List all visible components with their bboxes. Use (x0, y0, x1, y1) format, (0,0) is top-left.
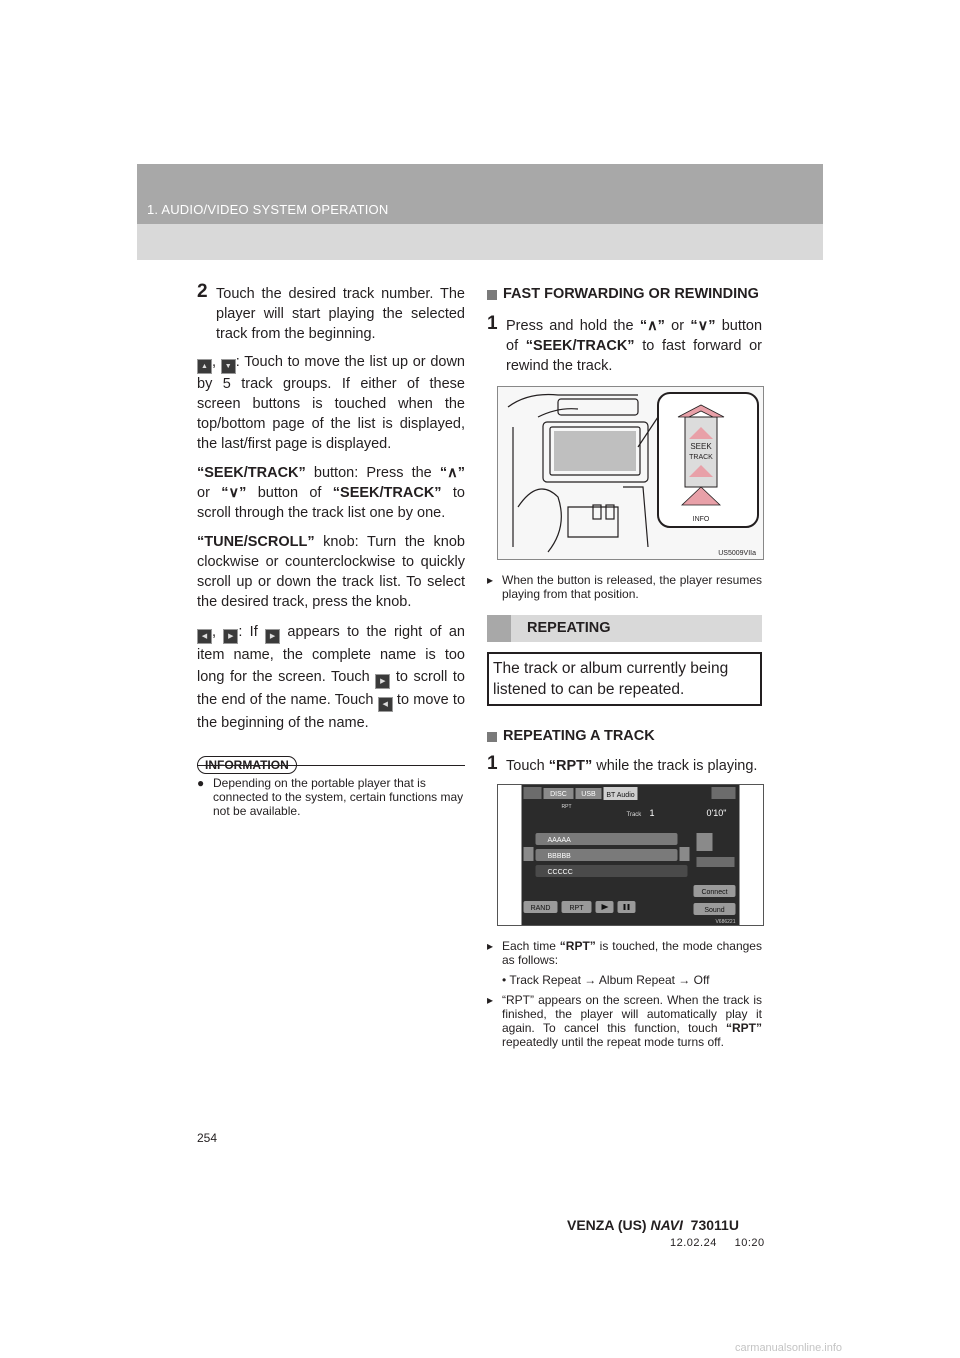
tab-disc: DISC (550, 791, 567, 798)
scroll-right-icon: ▶ (375, 674, 390, 689)
sound-button[interactable]: Sound (704, 907, 725, 914)
play-time: 0'10" (706, 808, 727, 818)
page-up-icon: ▲ (197, 359, 212, 374)
page-number: 254 (197, 1131, 218, 1145)
long-name-desc: ◀ , ▶ : If ▶ appears to the right of an item name, the complete name is too long for the screen. Touch ▶ to scroll to the end of the name. Touch ◀ to move to the beginning of the name. (197, 624, 466, 731)
track-word: Track (626, 812, 642, 818)
rep-track-title: REPEATING A TRACK (487, 726, 762, 746)
section-square-icon (487, 290, 497, 300)
ff-step-text: Press and hold the “∧” or “∨” button of “SEEK/TRACK” to fast forward or rewind the track. (506, 318, 763, 374)
track-row-2: BBBBB (547, 853, 571, 860)
repeating-band (487, 615, 762, 642)
track-label: TRACK (689, 454, 713, 461)
scroll-right-icon: ▶ (223, 629, 238, 644)
info-label: INFO (692, 516, 710, 523)
ff-step-1 (487, 313, 763, 376)
bullet-icon: ● (197, 776, 205, 790)
dashboard-figure (497, 386, 764, 560)
step-2 (197, 281, 465, 344)
page-header (137, 164, 823, 260)
track-row-1: AAAAA (547, 837, 571, 844)
bullet-icon: ▸ (487, 993, 494, 1007)
left-column (197, 281, 466, 818)
figure-code: US5009VIIa (718, 550, 756, 557)
repeating-summary-box: The track or album currently being listened to can be repeated. (487, 652, 762, 706)
header-band (137, 164, 823, 224)
information-note: ● Depending on the portable player that is connected to the system, certain functions may not be available. (197, 776, 464, 818)
model-code: VENZA (US) NAVI 73011U (567, 1217, 739, 1233)
information-label: INFORMATION (197, 756, 297, 774)
tab-bt-audio: BT Audio (606, 792, 635, 799)
rpt-note-1: ▸ Each time “RPT” is touched, the mode changes as follows: (487, 939, 762, 967)
section-title: 1. AUDIO/VIDEO SYSTEM OPERATION (147, 202, 389, 217)
rand-button[interactable]: RAND (530, 905, 551, 912)
bullet-icon: ▸ (487, 939, 494, 953)
bt-audio-screen (497, 784, 764, 926)
scroll-left-icon: ◀ (197, 629, 212, 644)
rpt-indicator: RPT (561, 804, 572, 810)
ff-note: ▸ When the button is released, the player resumes playing from that position. (487, 573, 762, 601)
section-square-icon (487, 732, 497, 742)
band-tab (487, 615, 511, 642)
rep-step-1 (487, 753, 762, 776)
connect-button[interactable]: Connect (701, 889, 728, 896)
rep-step-text: Touch “RPT” while the track is playing. (506, 758, 758, 774)
watermark: carmanualsonline.info (735, 1342, 843, 1354)
rpt-note-2: ▸ “RPT” appears on the screen. When the track is finished, the player will automatically play it again. To cancel this function, touch “RPT” repeatedly until the repeat mode turns off. (487, 993, 762, 1049)
page-down-icon: ▼ (221, 359, 236, 374)
track-number: 1 (649, 808, 655, 818)
screen-code: V686221 (715, 919, 736, 925)
scroll-left-icon: ◀ (378, 697, 393, 712)
rpt-button[interactable]: RPT (569, 905, 584, 912)
right-column (487, 284, 762, 1049)
bullet-icon: ▸ (487, 573, 494, 587)
tune-scroll-desc: “TUNE/SCROLL” knob: Turn the knob clockwise or counterclockwise to quickly scroll up or down the track list. To select the desired track, press the knob. (197, 534, 465, 610)
step-number: 1 (487, 753, 498, 774)
step-number: 1 (487, 313, 498, 334)
scroll-buttons-desc: ▲ , ▼ : Touch to move the list up or down by 5 track groups. If either of these screen buttons is touched when the top/bottom page of the list is displayed, the last/first page is displayed. (197, 354, 465, 452)
track-row-3: CCCCC (547, 869, 573, 876)
scroll-right-icon: ▶ (265, 629, 280, 644)
repeating-title: REPEATING (527, 620, 611, 636)
rpt-cycle: • Track Repeat → Album Repeat → Off (502, 973, 710, 987)
tab-usb: USB (581, 791, 596, 798)
step-2-text: Touch the desired track number. The player will start playing the selected track from the beginning. (216, 286, 465, 342)
print-date: 12.02.24 10:20 (670, 1237, 765, 1249)
step-number: 2 (197, 281, 208, 302)
seek-track-desc: “SEEK/TRACK” button: Press the “∧” or “∨” button of “SEEK/TRACK” to scroll through the track list one by one. (197, 465, 465, 521)
ff-section-title: FAST FORWARDING OR REWINDING (487, 284, 762, 304)
seek-label: SEEK (690, 442, 712, 451)
pause-icon[interactable] (624, 904, 626, 910)
scroll-buttons-text: : Touch to move the list up or down by 5 track groups. If either of these screen buttons is touched when the top/bottom page of the list is displayed, the last/first page is displayed. (197, 354, 465, 452)
